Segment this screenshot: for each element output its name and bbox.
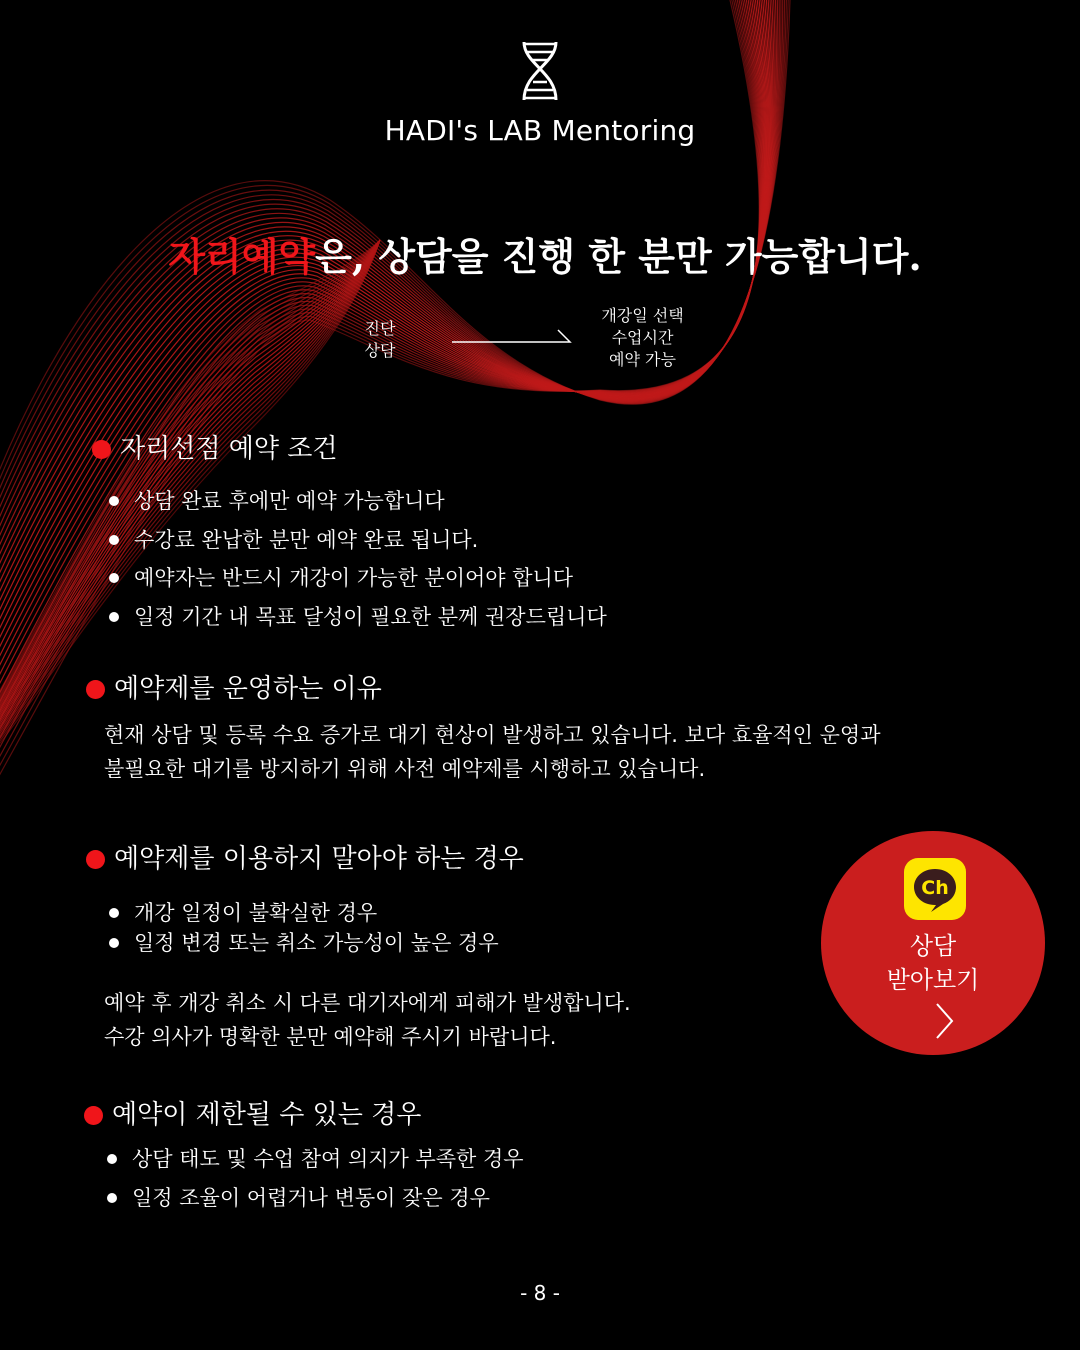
brand-title: HADI's LAB Mentoring [384, 114, 696, 147]
kakao-icon-text: Ch [921, 877, 949, 899]
page-number: - 8 - [520, 1281, 560, 1305]
bullet-list [106, 1140, 1044, 1217]
red-dot-icon [92, 440, 111, 459]
arrow-right-icon [450, 326, 575, 346]
list-item: 개강 일정이 불확실한 경우 [108, 898, 1046, 928]
flow-step-consult: 진단 상담 [364, 319, 396, 360]
red-dot-icon [86, 680, 105, 699]
section-title: 예약제를 운영하는 이유 [86, 672, 1046, 706]
headline-rest: 은, 상담을 진행 한 분만 가능합니다. [315, 234, 922, 279]
list-item: 수강료 완납한 분만 예약 완료 됩니다. [108, 521, 1052, 560]
list-item: 예약자는 반드시 개강이 가능한 분이어야 합니다 [108, 559, 1052, 598]
section-reason [86, 672, 1046, 786]
list-item: 일정 기간 내 목표 달성이 필요한 분께 권장드립니다 [108, 598, 1052, 637]
not-use-note: 예약 후 개강 취소 시 다른 대기자에게 피해가 발생합니다. 수강 의사가 명확한 분만 예약해 주시기 바랍니다. [104, 991, 631, 1049]
list-item: 상담 완료 후에만 예약 가능합니다 [108, 482, 1052, 521]
list-item: 상담 태도 및 수업 참여 의지가 부족한 경우 [106, 1140, 1044, 1179]
bullet-list [108, 482, 1052, 636]
list-item: 일정 조율이 어렵거나 변동이 잦은 경우 [106, 1179, 1044, 1218]
section-title: 예약제를 이용하지 말아야 하는 경우 [86, 842, 1046, 876]
consult-button[interactable] [821, 831, 1045, 1055]
chevron-right-icon [934, 1001, 956, 1041]
reason-text: 현재 상담 및 등록 수요 증가로 대기 현상이 발생하고 있습니다. 보다 효율적인 운영과 불필요한 대기를 방지하기 위해 사전 예약제를 시행하고 있습니다. [104, 723, 881, 781]
flow-step-reserve: 개강일 선택 수업시간 예약 가능 [601, 306, 684, 369]
section-conditions [92, 432, 1052, 636]
red-dot-icon [84, 1106, 103, 1125]
consult-button-label: 상담 받아보기 [886, 932, 980, 994]
headline [0, 226, 1080, 281]
list-item: 일정 변경 또는 취소 가능성이 높은 경우 [108, 928, 1046, 958]
red-dot-icon [86, 850, 105, 869]
headline-highlight: 자리예약 [168, 234, 316, 279]
section-title: 자리선점 예약 조건 [92, 432, 1052, 466]
section-restricted [84, 1098, 1044, 1217]
section-title: 예약이 제한될 수 있는 경우 [84, 1098, 1044, 1132]
dna-icon [512, 38, 568, 104]
kakao-channel-icon [904, 858, 966, 920]
